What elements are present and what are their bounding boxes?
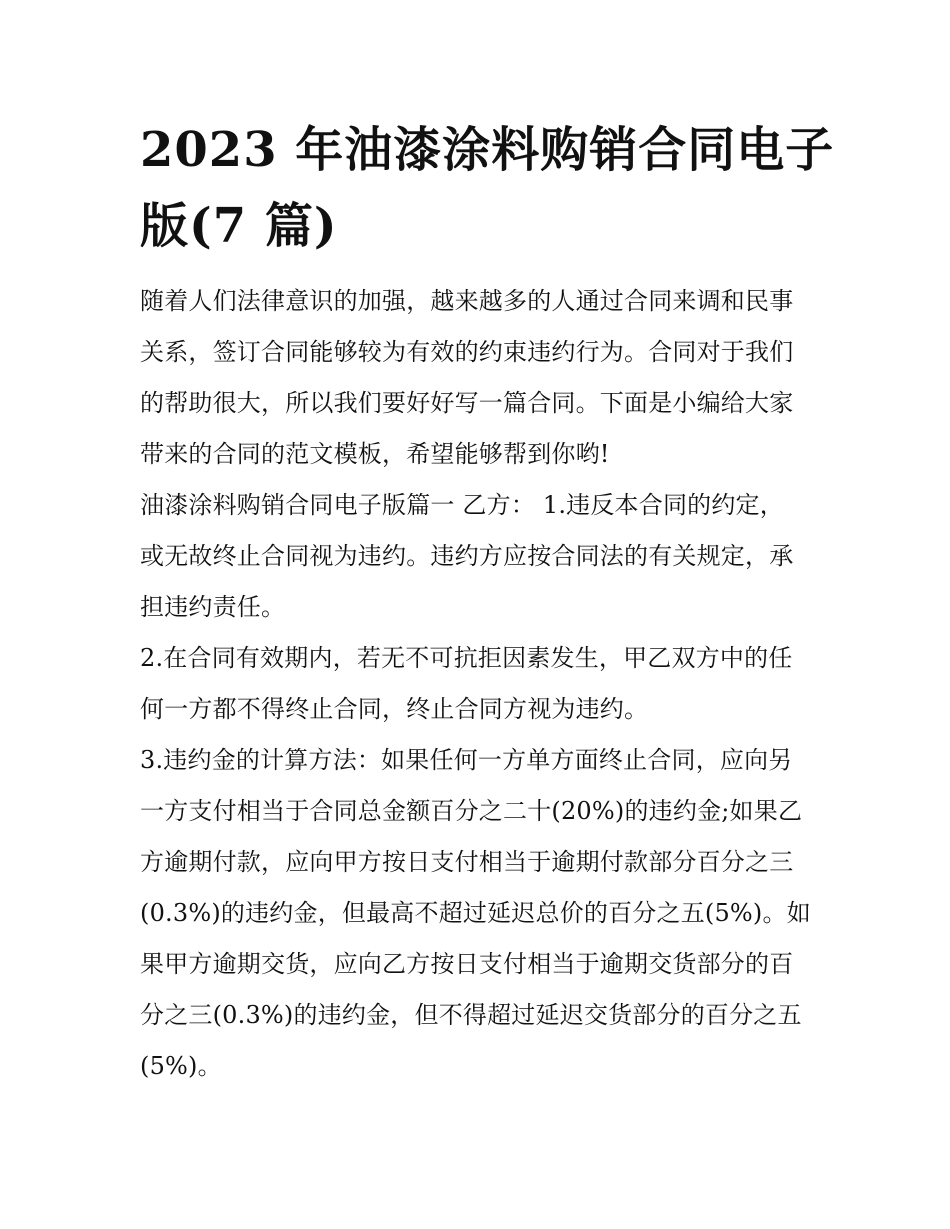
body-line: 的帮助很大，所以我们要好好写一篇合同。下面是小编给大家 <box>140 389 794 417</box>
body-line: 何一方都不得终止合同，终止合同方视为违约。 <box>140 695 649 723</box>
title-line: 版(7 篇) <box>140 198 338 254</box>
body-line: 2.在合同有效期内，若无不可抗拒因素发生，甲乙双方中的任 <box>140 644 793 672</box>
body-line: 3.违约金的计算方法：如果任何一方单方面终止合同，应向另 <box>140 746 793 774</box>
body-line: 或无故终止合同视为违约。违约方应按合同法的有关规定，承 <box>140 542 794 570</box>
body-line: (5%)。 <box>140 1052 222 1080</box>
body-line: (0.3%)的违约金，但最高不超过延迟总价的百分之五(5%)。如 <box>140 899 811 927</box>
body-line: 担违约责任。 <box>140 593 286 621</box>
body-line: 油漆涂料购销合同电子版篇一 乙方： 1.违反本合同的约定， <box>140 491 784 519</box>
body-line: 分之三(0.3%)的违约金，但不得超过延迟交货部分的百分之五 <box>140 1001 802 1029</box>
body-line: 随着人们法律意识的加强，越来越多的人通过合同来调和民事 <box>140 287 794 315</box>
body-line: 方逾期付款，应向甲方按日支付相当于逾期付款部分百分之三 <box>140 848 794 876</box>
document-body <box>140 276 830 1092</box>
body-line: 关系，签订合同能够较为有效的约束违约行为。合同对于我们 <box>140 338 794 366</box>
body-line: 果甲方逾期交货，应向乙方按日支付相当于逾期交货部分的百 <box>140 950 794 978</box>
document-title <box>140 112 840 264</box>
body-line: 带来的合同的范文模板，希望能够帮到你哟! <box>140 440 610 468</box>
title-line: 2023 年油漆涂料购销合同电子 <box>140 122 835 178</box>
body-line: 一方支付相当于合同总金额百分之二十(20%)的违约金;如果乙 <box>140 797 803 825</box>
